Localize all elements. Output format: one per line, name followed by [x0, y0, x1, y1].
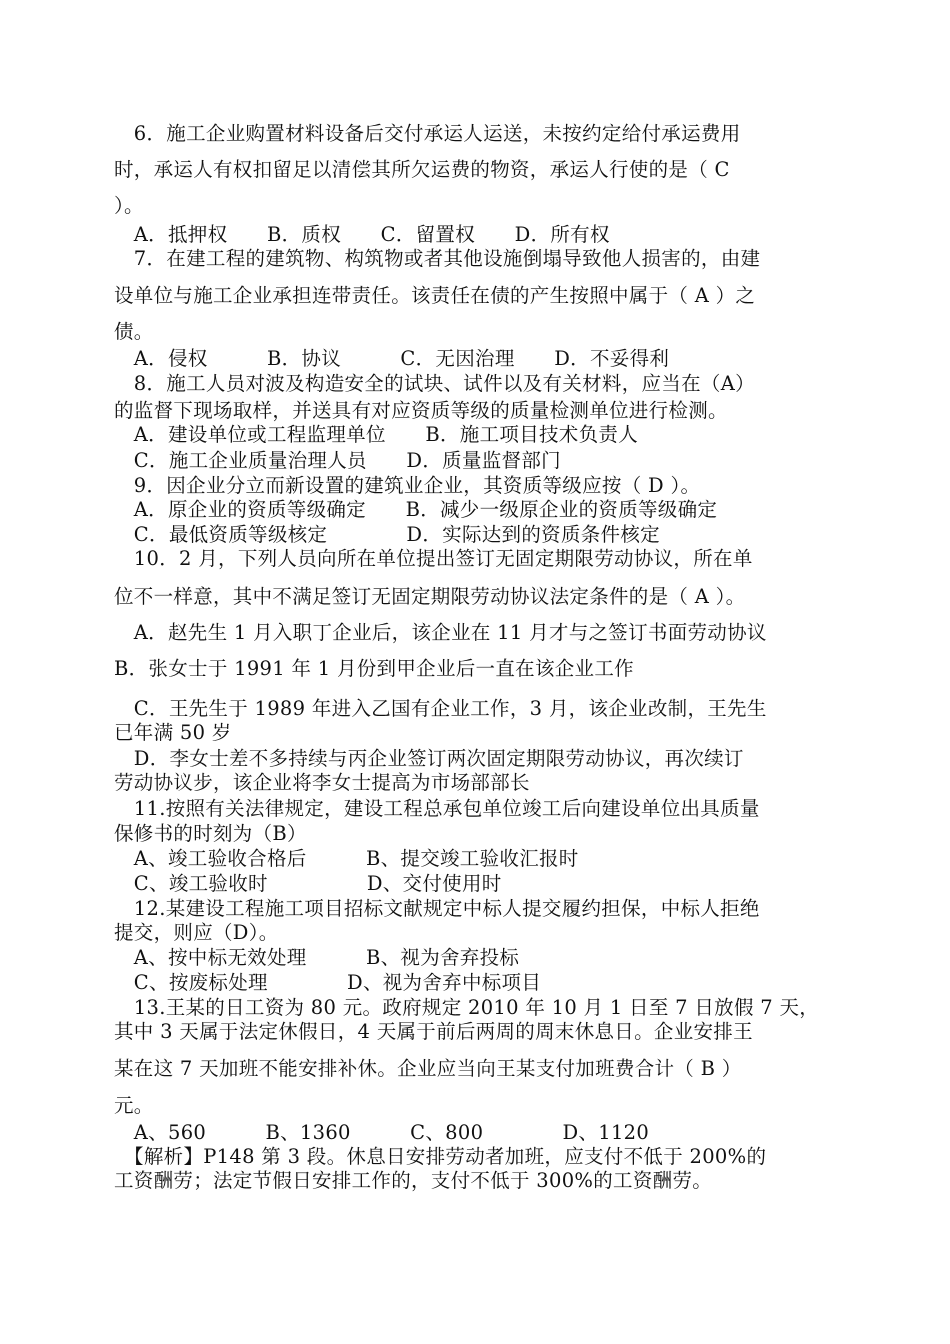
text-line: 债。 — [114, 320, 154, 343]
text-line: C．王先生于 1989 年进入乙国有企业工作，3 月，该企业改制，王先生 — [114, 697, 767, 720]
text-line: 保修书的时刻为（B） — [114, 822, 307, 845]
text-line: A．抵押权 B．质权 C．留置权 D．所有权 — [114, 223, 610, 246]
text-line: 劳动协议步，该企业将李女士提高为市场部部长 — [114, 771, 530, 794]
text-line: 13.王某的日工资为 80 元。政府规定 2010 年 10 月 1 日至 7 日放假 7 天， — [114, 996, 820, 1019]
text-line: A．侵权 B．协议 C．无因治理 D．不妥得利 — [114, 347, 670, 370]
text-line: A、560 B、1360 C、800 D、1120 — [114, 1121, 650, 1144]
text-line: 其中 3 天属于法定休假日，4 天属于前后两周的周末休息日。企业安排王 — [114, 1020, 753, 1043]
text-line: 9．因企业分立而新设置的建筑业企业，其资质等级应按（ D ）。 — [114, 474, 701, 497]
text-line: A．赵先生 1 月入职丁企业后，该企业在 11 月才与之签订书面劳动协议 — [114, 621, 767, 644]
text-line: 时，承运人有权扣留足以清偿其所欠运费的物资，承运人行使的是（ C — [114, 158, 730, 181]
text-line: 11.按照有关法律规定，建设工程总承包单位竣工后向建设单位出具质量 — [114, 797, 760, 820]
text-line: 8．施工人员对波及构造安全的试块、试件以及有关材料，应当在（A） — [114, 372, 755, 395]
text-line: 10．2 月，下列人员向所在单位提出签订无固定期限劳动协议，所在单 — [114, 547, 753, 570]
text-line: 位不一样意，其中不满足签订无固定期限劳动协议法定条件的是（ A ）。 — [114, 585, 746, 608]
text-line: 元。 — [114, 1094, 154, 1117]
text-line: C．施工企业质量治理人员 D．质量监督部门 — [114, 449, 561, 472]
text-line: 某在这 7 天加班不能安排补休。企业应当向王某支付加班费合计（ B ） — [114, 1057, 742, 1080]
text-line: A．建设单位或工程监理单位 B．施工项目技术负责人 — [114, 423, 639, 446]
text-line: 提交，则应（D）。 — [114, 921, 279, 944]
text-line: 【解析】P148 第 3 段。休息日安排劳动者加班，应支付不低于 200%的 — [114, 1145, 767, 1168]
text-line: D．李女士差不多持续与丙企业签订两次固定期限劳动协议，再次续订 — [114, 747, 744, 770]
text-line: 12.某建设工程施工项目招标文献规定中标人提交履约担保，中标人拒绝 — [114, 897, 760, 920]
text-line: C、竣工验收时 D、交付使用时 — [114, 872, 502, 895]
text-line: B．张女士于 1991 年 1 月份到甲企业后一直在该企业工作 — [114, 657, 634, 680]
text-line: C、按废标处理 D、视为舍弃中标项目 — [114, 971, 542, 994]
text-line: 工资酬劳；法定节假日安排工作的，支付不低于 300%的工资酬劳。 — [114, 1169, 713, 1192]
text-line: 7．在建工程的建筑物、构筑物或者其他设施倒塌导致他人损害的，由建 — [114, 247, 761, 270]
text-line: 6．施工企业购置材料设备后交付承运人运送，未按约定给付承运费用 — [114, 122, 741, 145]
text-line: 已年满 50 岁 — [114, 721, 232, 744]
text-line: A、按中标无效处理 B、视为舍弃投标 — [114, 946, 520, 969]
text-line: A．原企业的资质等级确定 B．减少一级原企业的资质等级确定 — [114, 498, 718, 521]
text-line: C．最低资质等级核定 D．实际达到的资质条件核定 — [114, 523, 660, 546]
text-line: ）。 — [114, 194, 144, 217]
text-line: 的监督下现场取样，并送具有对应资质等级的质量检测单位进行检测。 — [114, 399, 728, 422]
text-line: 设单位与施工企业承担连带责任。该责任在债的产生按照中属于（ A ）之 — [114, 284, 756, 307]
text-line: A、竣工验收合格后 B、提交竣工验收汇报时 — [114, 847, 579, 870]
